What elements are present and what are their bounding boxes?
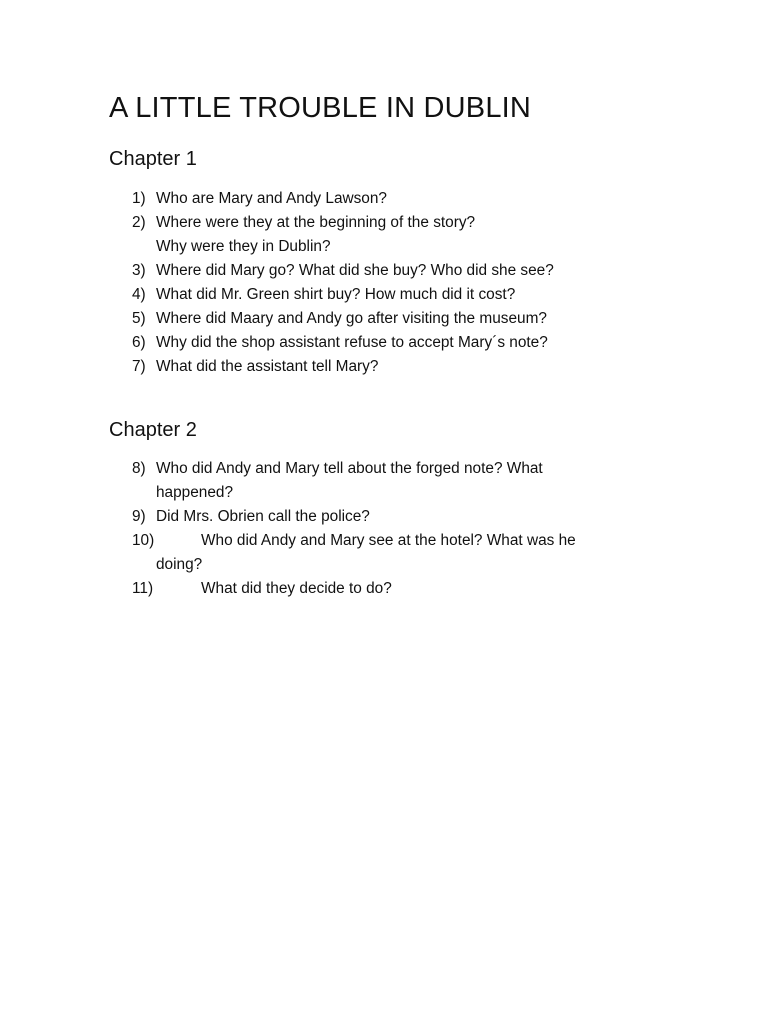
question-9 xyxy=(0,505,768,529)
question-3 xyxy=(0,259,768,283)
chapter-2-heading: Chapter 2 xyxy=(109,419,197,441)
question-text: What did they decide to do? xyxy=(201,580,392,597)
question-1 xyxy=(0,187,768,211)
question-4 xyxy=(0,283,768,307)
question-number: 7) xyxy=(132,358,146,375)
question-number: 10) xyxy=(132,532,155,549)
question-number: 9) xyxy=(132,508,146,525)
question-text: Where did Mary go? What did she buy? Who did she see? xyxy=(156,262,554,279)
question-text: Who did Andy and Mary see at the hotel? What was he xyxy=(201,532,576,549)
question-number: 4) xyxy=(132,286,146,303)
question-number: 3) xyxy=(132,262,146,279)
question-10 xyxy=(0,529,768,577)
question-text: Why did the shop assistant refuse to accept Mary´s note? xyxy=(156,334,548,351)
question-number: 6) xyxy=(132,334,146,351)
question-text: Where did Maary and Andy go after visiting the museum? xyxy=(156,310,547,327)
chapter-1-heading: Chapter 1 xyxy=(109,148,197,170)
question-2 xyxy=(0,211,768,259)
question-number: 8) xyxy=(132,460,146,477)
question-6 xyxy=(0,331,768,355)
question-number: 2) xyxy=(132,214,146,231)
question-5 xyxy=(0,307,768,331)
question-text: What did Mr. Green shirt buy? How much did it cost? xyxy=(156,286,516,303)
question-8 xyxy=(0,457,768,505)
question-7 xyxy=(0,355,768,379)
question-text: Who are Mary and Andy Lawson? xyxy=(156,190,387,207)
question-text-continued: doing? xyxy=(156,556,203,573)
question-number: 11) xyxy=(132,580,154,597)
question-text-continued: Why were they in Dublin? xyxy=(156,238,331,255)
document-title: A LITTLE TROUBLE IN DUBLIN xyxy=(109,92,532,124)
question-text-continued: happened? xyxy=(156,484,234,501)
question-number: 5) xyxy=(132,310,146,327)
chapter-2-question-list xyxy=(0,457,768,601)
chapter-1-question-list xyxy=(0,187,768,379)
question-11 xyxy=(0,577,768,601)
question-text: What did the assistant tell Mary? xyxy=(156,358,379,375)
question-text: Did Mrs. Obrien call the police? xyxy=(156,508,370,525)
question-text: Where were they at the beginning of the story? xyxy=(156,214,476,231)
question-text: Who did Andy and Mary tell about the forged note? What xyxy=(156,460,543,477)
question-number: 1) xyxy=(132,190,146,207)
